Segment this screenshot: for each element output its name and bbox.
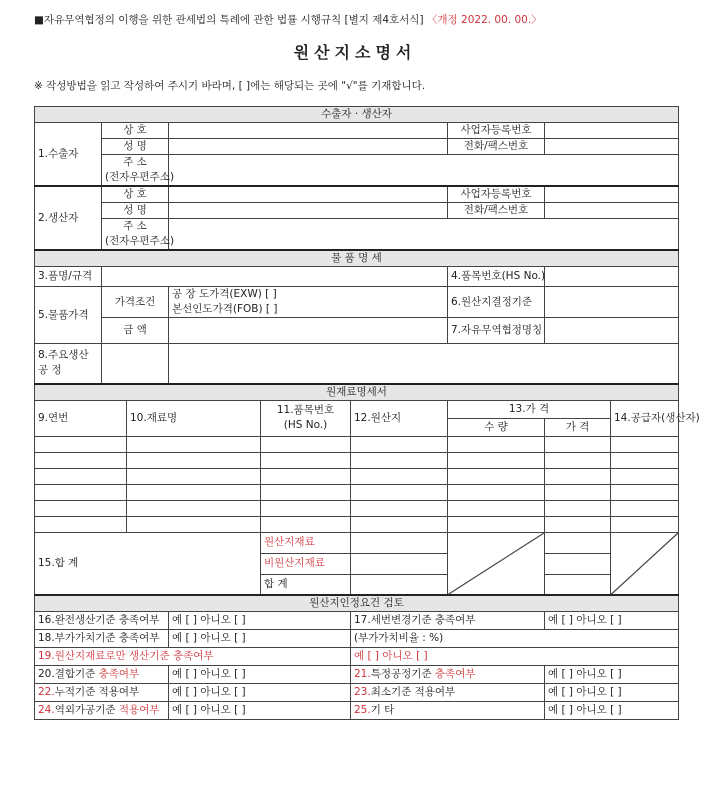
exporter-address-label: 주 소 (전자우편주소) bbox=[102, 155, 169, 187]
outward-processing-yesno[interactable]: 예 [ ] 아니오 [ ] bbox=[169, 702, 351, 720]
value-added-ratio[interactable]: (부가가치비율 : %) bbox=[351, 630, 679, 648]
col-origin: 12.원산지 bbox=[351, 400, 448, 436]
exporter-address-field[interactable] bbox=[169, 155, 679, 187]
exporter-phone-label: 전화/팩스번호 bbox=[448, 139, 545, 155]
producer-address-field[interactable] bbox=[169, 219, 679, 251]
section-origin-check: 원산지인정요건 검토 bbox=[35, 595, 679, 612]
fob-checkbox[interactable]: 본선인도가격(FOB) [ ] bbox=[172, 303, 278, 315]
material-row[interactable] bbox=[35, 516, 679, 532]
hs-no-field[interactable] bbox=[545, 267, 679, 287]
origin-criteria-label: 6.원산지결정기준 bbox=[448, 287, 545, 318]
section-materials: 원재료명세서 bbox=[35, 384, 679, 401]
exporter-phone-field[interactable] bbox=[545, 139, 679, 155]
exporter-bizno-label: 사업자등록번호 bbox=[448, 123, 545, 139]
quantity-diagonal-cell bbox=[448, 532, 545, 595]
main-process-label: 8.주요생산 공 정 bbox=[35, 344, 102, 384]
exporter-company-field[interactable] bbox=[169, 123, 448, 139]
originating-material-label: 원산지재료 bbox=[261, 532, 351, 553]
non-originating-price-field[interactable] bbox=[545, 553, 611, 574]
de-minimis-label: 23.최소기준 적용여부 bbox=[351, 684, 545, 702]
producer-rep-label: 성 명 bbox=[102, 203, 169, 219]
col-price: 가 격 bbox=[545, 418, 611, 436]
accumulation-yesno[interactable]: 예 [ ] 아니오 [ ] bbox=[169, 684, 351, 702]
specific-process-yesno[interactable]: 예 [ ] 아니오 [ ] bbox=[545, 666, 679, 684]
amount-label: 금 액 bbox=[102, 318, 169, 344]
combination-label: 20.결합기준 충족여부 bbox=[35, 666, 169, 684]
producer-label: 2.생산자 bbox=[35, 186, 102, 250]
tariff-shift-label: 17.세번변경기준 충족여부 bbox=[351, 612, 545, 630]
item-name-label: 3.품명/규격 bbox=[35, 267, 102, 287]
other-yesno[interactable]: 예 [ ] 아니오 [ ] bbox=[545, 702, 679, 720]
wholly-obtained-label: 16.완전생산기준 충족여부 bbox=[35, 612, 169, 630]
wholly-obtained-yesno[interactable]: 예 [ ] 아니오 [ ] bbox=[169, 612, 351, 630]
non-originating-material-label: 비원산지재료 bbox=[261, 553, 351, 574]
col-price-group: 13.가 격 bbox=[448, 400, 611, 418]
exporter-rep-field[interactable] bbox=[169, 139, 448, 155]
originating-only-yesno[interactable]: 예 [ ] 아니오 [ ] bbox=[351, 648, 679, 666]
fta-name-field[interactable] bbox=[545, 318, 679, 344]
de-minimis-yesno[interactable]: 예 [ ] 아니오 [ ] bbox=[545, 684, 679, 702]
exw-checkbox[interactable]: 공 장 도가격(EXW) [ ] bbox=[172, 288, 277, 300]
total-label: 15.합 계 bbox=[35, 532, 261, 595]
originating-price-field[interactable] bbox=[545, 532, 611, 553]
producer-bizno-label: 사업자등록번호 bbox=[448, 186, 545, 203]
sum-origin-field[interactable] bbox=[351, 574, 448, 595]
section-exporter-producer: 수출자 · 생산자 bbox=[35, 107, 679, 123]
section-goods: 물 품 명 세 bbox=[35, 250, 679, 267]
sum-price-field[interactable] bbox=[545, 574, 611, 595]
main-process-blank bbox=[102, 344, 169, 384]
material-row[interactable] bbox=[35, 468, 679, 484]
outward-processing-label: 24.역외가공기준 적용여부 bbox=[35, 702, 169, 720]
value-added-yesno[interactable]: 예 [ ] 아니오 [ ] bbox=[169, 630, 351, 648]
combination-yesno[interactable]: 예 [ ] 아니오 [ ] bbox=[169, 666, 351, 684]
exporter-label: 1.수출자 bbox=[35, 123, 102, 187]
instruction-note: ※ 작성방법을 읽고 작성하여 주시기 바라며, [ ]에는 해당되는 곳에 "√"를 기재합니다. bbox=[34, 80, 426, 92]
exporter-bizno-field[interactable] bbox=[545, 123, 679, 139]
value-added-label: 18.부가가치기준 충족여부 bbox=[35, 630, 169, 648]
diagonal-line bbox=[611, 533, 678, 595]
producer-rep-field[interactable] bbox=[169, 203, 448, 219]
material-row[interactable] bbox=[35, 484, 679, 500]
originating-origin-field[interactable] bbox=[351, 532, 448, 553]
specific-process-label: 21.특정공정기준 충족여부 bbox=[351, 666, 545, 684]
originating-only-label: 19.원산지재료로만 생산기준 충족여부 bbox=[35, 648, 351, 666]
exporter-rep-label: 성 명 bbox=[102, 139, 169, 155]
col-material: 10.재료명 bbox=[127, 400, 261, 436]
fta-name-label: 7.자유무역협정명칭 bbox=[448, 318, 545, 344]
non-originating-origin-field[interactable] bbox=[351, 553, 448, 574]
material-row[interactable] bbox=[35, 452, 679, 468]
goods-price-label: 5.물품가격 bbox=[35, 287, 102, 344]
tariff-shift-yesno[interactable]: 예 [ ] 아니오 [ ] bbox=[545, 612, 679, 630]
other-label: 25.기 타 bbox=[351, 702, 545, 720]
col-quantity: 수 량 bbox=[448, 418, 545, 436]
producer-company-label: 상 호 bbox=[102, 186, 169, 203]
producer-company-field[interactable] bbox=[169, 186, 448, 203]
item-name-field[interactable] bbox=[102, 267, 448, 287]
hs-no-label: 4.품목번호(HS No.) bbox=[448, 267, 545, 287]
page-title: 원산지소명서 bbox=[293, 43, 417, 62]
supplier-diagonal-cell bbox=[611, 532, 679, 595]
producer-bizno-field[interactable] bbox=[545, 186, 679, 203]
price-terms-options[interactable] bbox=[169, 287, 448, 318]
amend-date: 〈개정 2022. 00. 00.〉 bbox=[426, 14, 542, 26]
producer-phone-label: 전화/팩스번호 bbox=[448, 203, 545, 219]
sum-label: 합 계 bbox=[261, 574, 351, 595]
form-ref-text: ■자유무역협정의 이행을 위한 관세법의 특례에 관한 법률 시행규칙 [별지 제4호서식] bbox=[34, 14, 424, 26]
price-terms-label: 가격조건 bbox=[102, 287, 169, 318]
col-hs-no: 11.품목번호 (HS No.) bbox=[261, 400, 351, 436]
main-process-field[interactable] bbox=[169, 344, 679, 384]
material-row[interactable] bbox=[35, 436, 679, 452]
form-reference bbox=[34, 12, 542, 27]
producer-phone-field[interactable] bbox=[545, 203, 679, 219]
exporter-company-label: 상 호 bbox=[102, 123, 169, 139]
producer-address-label: 주 소 (전자우편주소) bbox=[102, 219, 169, 251]
accumulation-label: 22.누적기준 적용여부 bbox=[35, 684, 169, 702]
col-supplier: 14.공급자(생산자) bbox=[611, 400, 679, 436]
form-table bbox=[34, 106, 700, 720]
col-serial: 9.연번 bbox=[35, 400, 127, 436]
amount-field[interactable] bbox=[169, 318, 448, 344]
diagonal-line bbox=[448, 533, 544, 595]
origin-criteria-field[interactable] bbox=[545, 287, 679, 318]
material-row[interactable] bbox=[35, 500, 679, 516]
